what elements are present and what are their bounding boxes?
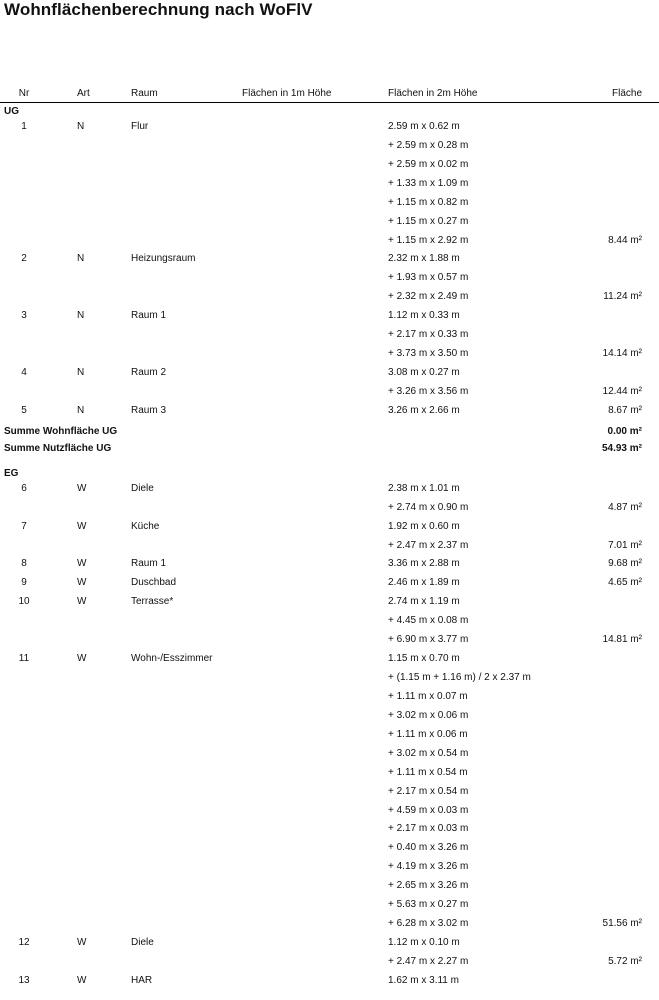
cell-flaechen-2m: 1.12 m x 0.10 m xyxy=(388,937,460,949)
cell-flaechen-2m: + (1.15 m + 1.16 m) / 2 x 2.37 m xyxy=(388,672,531,684)
table-row xyxy=(0,289,659,307)
cell-flaechen-2m: + 4.59 m x 0.03 m xyxy=(388,804,469,816)
sum-value: 0.00 m² xyxy=(607,425,642,437)
cell-flaechen-2m: + 2.17 m x 0.54 m xyxy=(388,785,469,797)
cell-nr: 3 xyxy=(21,310,27,322)
cell-flaechen-2m: + 1.15 m x 2.92 m xyxy=(388,234,469,246)
cell-flaechen-2m: 3.36 m x 2.88 m xyxy=(388,558,460,570)
table-row xyxy=(0,689,659,707)
cell-art: N xyxy=(77,120,85,132)
table-row xyxy=(0,214,659,232)
cell-art: W xyxy=(77,974,87,986)
cell-flaechen-2m: + 3.02 m x 0.06 m xyxy=(388,709,469,721)
page-title: Wohnflächenberechnung nach WoFlV xyxy=(4,0,313,19)
table-row xyxy=(0,727,659,745)
cell-flaechen-2m: + 1.33 m x 1.09 m xyxy=(388,177,469,189)
cell-flaechen-2m: + 1.15 m x 0.27 m xyxy=(388,215,469,227)
cell-flaechen-2m: + 2.47 m x 2.37 m xyxy=(388,539,469,551)
cell-flaechen-2m: 2.59 m x 0.62 m xyxy=(388,120,460,132)
cell-raum: Flur xyxy=(131,120,149,132)
cell-art: N xyxy=(77,367,85,379)
table-row xyxy=(0,954,659,972)
cell-flaechen-2m: + 2.47 m x 2.27 m xyxy=(388,955,469,967)
table-row xyxy=(0,251,659,269)
sum-label: Summe Nutzfläche UG xyxy=(4,442,112,454)
header-flaechen-2m: Flächen in 2m Höhe xyxy=(388,88,478,99)
table-row xyxy=(0,481,659,499)
table-row xyxy=(0,138,659,156)
sum-row xyxy=(0,424,659,442)
cell-flaechen-2m: 1.12 m x 0.33 m xyxy=(388,310,460,322)
table-row xyxy=(0,632,659,650)
table-row xyxy=(0,119,659,137)
cell-art: N xyxy=(77,253,85,265)
section-label: UG xyxy=(4,106,19,117)
cell-flaeche: 8.44 m² xyxy=(608,234,642,246)
header-flaechen-1m: Flächen in 1m Höhe xyxy=(242,88,332,99)
table-row xyxy=(0,403,659,421)
cell-flaechen-2m: + 2.17 m x 0.03 m xyxy=(388,823,469,835)
cell-art: W xyxy=(77,558,87,570)
sum-label: Summe Wohnfläche UG xyxy=(4,425,118,437)
cell-raum: Raum 2 xyxy=(131,367,167,379)
cell-flaechen-2m: + 5.63 m x 0.27 m xyxy=(388,899,469,911)
table-row xyxy=(0,613,659,631)
cell-flaechen-2m: + 3.26 m x 3.56 m xyxy=(388,385,469,397)
cell-flaechen-2m: + 1.11 m x 0.06 m xyxy=(388,728,468,740)
cell-flaechen-2m: + 2.32 m x 2.49 m xyxy=(388,291,469,303)
table-row xyxy=(0,270,659,288)
table-row xyxy=(0,803,659,821)
cell-nr: 1 xyxy=(21,120,27,132)
table-row xyxy=(0,878,659,896)
table-row xyxy=(0,840,659,858)
cell-art: N xyxy=(77,404,85,416)
cell-flaeche: 4.87 m² xyxy=(608,501,642,513)
cell-raum: Heizungsraum xyxy=(131,253,196,265)
cell-flaechen-2m: 3.26 m x 2.66 m xyxy=(388,404,460,416)
table-row xyxy=(0,708,659,726)
cell-flaechen-2m: + 1.11 m x 0.54 m xyxy=(388,766,468,778)
cell-raum: Diele xyxy=(131,482,154,494)
cell-raum: Wohn-/Esszimmer xyxy=(131,653,213,665)
cell-flaechen-2m: + 2.65 m x 3.26 m xyxy=(388,880,469,892)
table-row xyxy=(0,821,659,839)
cell-flaeche: 4.65 m² xyxy=(608,577,642,589)
cell-flaechen-2m: + 1.15 m x 0.82 m xyxy=(388,196,469,208)
cell-nr: 8 xyxy=(21,558,27,570)
table-row xyxy=(0,651,659,669)
cell-flaechen-2m: 1.15 m x 0.70 m xyxy=(388,653,460,665)
table-row xyxy=(0,594,659,612)
cell-art: W xyxy=(77,653,87,665)
cell-flaechen-2m: + 1.11 m x 0.07 m xyxy=(388,690,468,702)
section-label: EG xyxy=(4,467,19,479)
cell-nr: 13 xyxy=(18,974,30,986)
table-row xyxy=(0,859,659,877)
table-row xyxy=(0,575,659,593)
table-row xyxy=(0,346,659,364)
cell-flaechen-2m: + 3.02 m x 0.54 m xyxy=(388,747,469,759)
cell-nr: 12 xyxy=(18,937,30,949)
table-row xyxy=(0,897,659,915)
cell-flaeche: 9.68 m² xyxy=(608,558,642,570)
cell-art: W xyxy=(77,482,87,494)
table-row xyxy=(0,765,659,783)
cell-flaeche: 5.72 m² xyxy=(608,955,642,967)
cell-raum: Terrasse* xyxy=(131,596,174,608)
cell-flaeche: 14.81 m² xyxy=(602,634,642,646)
cell-flaechen-2m: 1.62 m x 3.11 m xyxy=(388,974,459,986)
table-row xyxy=(0,519,659,537)
cell-flaeche: 11.24 m² xyxy=(603,291,642,303)
cell-flaechen-2m: + 2.59 m x 0.02 m xyxy=(388,158,469,170)
cell-flaechen-2m: + 4.19 m x 3.26 m xyxy=(388,861,469,873)
cell-art: W xyxy=(77,596,87,608)
cell-raum: Raum 3 xyxy=(131,404,167,416)
table-row xyxy=(0,233,659,251)
cell-nr: 2 xyxy=(21,253,27,265)
table-row xyxy=(0,384,659,402)
header-nr: Nr xyxy=(18,88,30,99)
cell-nr: 9 xyxy=(21,577,27,589)
cell-nr: 10 xyxy=(18,596,30,608)
cell-flaechen-2m: + 2.74 m x 0.90 m xyxy=(388,501,469,513)
cell-raum: Diele xyxy=(131,937,154,949)
cell-raum: HAR xyxy=(131,974,153,986)
cell-art: W xyxy=(77,577,87,589)
cell-flaechen-2m: + 2.59 m x 0.28 m xyxy=(388,139,469,151)
cell-flaechen-2m: 2.32 m x 1.88 m xyxy=(388,253,460,265)
cell-flaeche: 51.56 m² xyxy=(602,918,642,930)
cell-raum: Küche xyxy=(131,520,160,532)
cell-raum: Duschbad xyxy=(131,577,177,589)
cell-flaechen-2m: + 2.17 m x 0.33 m xyxy=(388,329,469,341)
cell-nr: 11 xyxy=(18,653,30,665)
cell-nr: 6 xyxy=(21,482,27,494)
table-row xyxy=(0,935,659,953)
cell-flaechen-2m: + 6.90 m x 3.77 m xyxy=(388,634,469,646)
table-row xyxy=(0,916,659,934)
cell-flaeche: 8.67 m² xyxy=(608,404,642,416)
sum-row xyxy=(0,441,659,459)
table-row xyxy=(0,157,659,175)
cell-flaechen-2m: + 6.28 m x 3.02 m xyxy=(388,918,469,930)
header-flaeche: Fläche xyxy=(611,88,642,99)
cell-flaechen-2m: 2.46 m x 1.89 m xyxy=(388,577,460,589)
table-row xyxy=(0,327,659,345)
table-row xyxy=(0,176,659,194)
cell-flaechen-2m: 2.74 m x 1.19 m xyxy=(388,596,460,608)
table-row xyxy=(0,784,659,802)
table-row xyxy=(0,670,659,688)
cell-flaechen-2m: 2.38 m x 1.01 m xyxy=(388,482,460,494)
table-row xyxy=(0,308,659,326)
cell-flaeche: 7.01 m² xyxy=(608,539,642,551)
cell-flaeche: 12.44 m² xyxy=(602,385,642,397)
table-row xyxy=(0,538,659,556)
cell-flaechen-2m: 3.08 m x 0.27 m xyxy=(388,367,460,379)
cell-flaechen-2m: + 1.93 m x 0.57 m xyxy=(388,272,469,284)
cell-nr: 5 xyxy=(21,404,27,416)
cell-nr: 7 xyxy=(21,520,27,532)
cell-art: N xyxy=(77,310,85,322)
table-row xyxy=(0,556,659,574)
header-art: Art xyxy=(77,88,90,99)
cell-flaechen-2m: + 4.45 m x 0.08 m xyxy=(388,615,469,627)
cell-flaeche: 14.14 m² xyxy=(602,348,642,360)
header-raum: Raum xyxy=(131,88,158,99)
table-row xyxy=(0,500,659,518)
cell-art: W xyxy=(77,520,87,532)
table-row xyxy=(0,365,659,383)
cell-flaechen-2m: + 3.73 m x 3.50 m xyxy=(388,348,469,360)
cell-flaechen-2m: + 0.40 m x 3.26 m xyxy=(388,842,469,854)
sum-value: 54.93 m² xyxy=(601,442,642,454)
cell-raum: Raum 1 xyxy=(131,558,167,570)
cell-art: W xyxy=(77,937,87,949)
cell-flaechen-2m: 1.92 m x 0.60 m xyxy=(388,520,460,532)
table-row xyxy=(0,746,659,764)
table-row xyxy=(0,973,659,991)
cell-nr: 4 xyxy=(21,367,27,379)
table-row xyxy=(0,195,659,213)
cell-raum: Raum 1 xyxy=(131,310,167,322)
